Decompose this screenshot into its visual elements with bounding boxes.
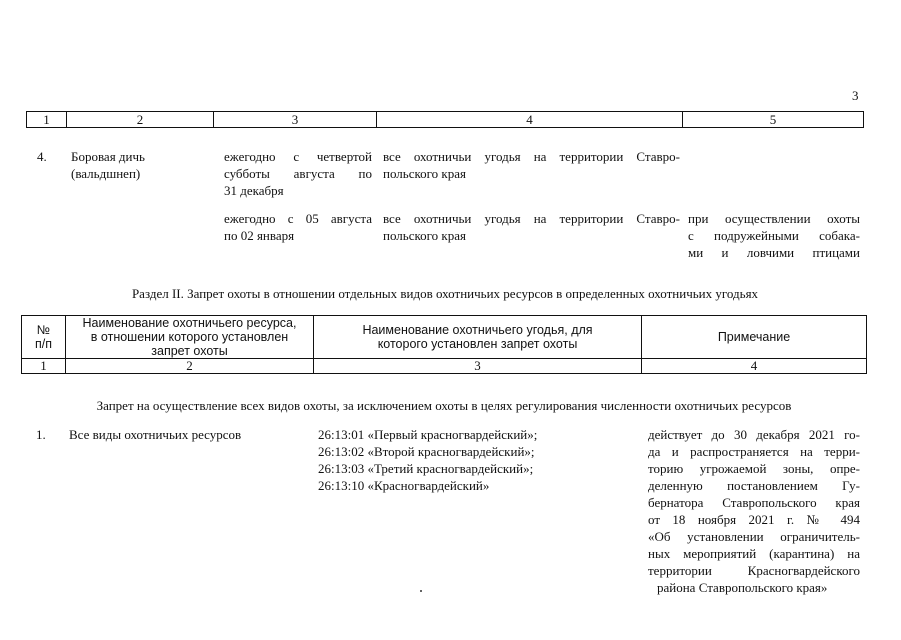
row-4-resource-line: Боровая дичь (71, 149, 145, 164)
table2-number-4: 4 (642, 359, 867, 374)
header-resource-cell (66, 316, 314, 359)
note-line: торию угрожаемой зоны, опре- (648, 461, 860, 476)
area-line: все охотничьи угодья на территории Ставро- (383, 149, 680, 164)
column-number-1: 1 (27, 112, 67, 127)
area-item: 26:13:02 «Второй красногвардейский»; (318, 444, 535, 459)
header-number-line: № (36, 323, 51, 337)
period-line: по 02 января (224, 228, 295, 243)
row-4-area-1 (383, 148, 680, 182)
row-4-resource (71, 148, 145, 182)
row-1-areas (318, 426, 537, 494)
column-number-3: 3 (214, 112, 377, 127)
table2-number-2: 2 (66, 359, 314, 374)
header-resource-line: в отношении которого установлен (90, 330, 289, 344)
period-line: ежегодно с четвертой (224, 149, 372, 164)
table2-number-1: 1 (22, 359, 66, 374)
note-line: от 18 ноября 2021 г. № 494 (648, 512, 860, 527)
ban-title: Запрет на осуществление всех видов охоты, за исключением охоты в целях регулирования численности охотничьих ресурсов (96, 398, 792, 413)
row-4-note-2 (688, 210, 860, 261)
period-line: субботы августа по (224, 166, 372, 181)
column-number-header (26, 111, 864, 128)
area-item: 26:13:01 «Первый красногвардейский»; (318, 427, 538, 442)
column-number-4: 4 (377, 112, 683, 127)
header-resource-line: запрет охоты (151, 344, 228, 358)
table2-number-3: 3 (314, 359, 642, 374)
header-number-line: п/п (34, 337, 52, 351)
note-line: деленную постановлением Гу- (648, 478, 860, 493)
column-number-5: 5 (769, 112, 777, 127)
row-1-number: 1. (36, 427, 46, 442)
area-item: 26:13:03 «Третий красногвардейский»; (318, 461, 534, 476)
note-line: действует до 30 декабря 2021 го- (648, 427, 860, 442)
note-line: района Ставропольского края» (657, 580, 828, 595)
note-line: да и распространяется на терри- (648, 444, 860, 459)
header-area-cell (314, 316, 642, 359)
page-number: 3 (852, 88, 859, 103)
note-line: ных мероприятий (карантина) на (648, 546, 860, 561)
section-2-table-header (21, 315, 867, 374)
note-line: территории Красногвардейского (648, 563, 860, 578)
row-1-note (648, 426, 860, 596)
header-number-cell (22, 316, 66, 359)
row-4-period-1 (224, 148, 372, 199)
note-line: бернатора Ставропольского края (648, 495, 860, 510)
note-line: с подружейными собака- (688, 228, 860, 243)
area-line: польского края (383, 166, 466, 181)
row-4-area-2 (383, 210, 680, 244)
area-item: 26:13:10 «Красногвардейский» (318, 478, 490, 493)
row-1-resource: Все виды охотничьих ресурсов (69, 427, 242, 442)
period-line: ежегодно с 05 августа (224, 211, 372, 226)
header-area-line: которого установлен запрет охоты (377, 337, 578, 351)
header-note-cell: Примечание (642, 316, 867, 359)
scan-speck (420, 590, 422, 592)
period-line: 31 декабря (224, 183, 284, 198)
header-resource-line: Наименование охотничьего ресурса, (82, 316, 297, 330)
header-area-line: Наименование охотничьего угодья, для (362, 323, 593, 337)
section-title: Раздел II. Запрет охоты в отношении отдельных видов охотничьих ресурсов в определенных охотничьих угодьях (131, 286, 759, 301)
note-line: «Об установлении ограничитель- (648, 529, 860, 544)
row-4-resource-line: (вальдшнеп) (71, 166, 141, 181)
row-4-number: 4. (37, 149, 47, 164)
note-line: ми и ловчими птицами (688, 245, 860, 260)
row-4-period-2 (224, 210, 372, 244)
area-line: все охотничьи угодья на территории Ставро- (383, 211, 680, 226)
column-number-2: 2 (67, 112, 214, 127)
note-line: при осуществлении охоты (688, 211, 860, 226)
area-line: польского края (383, 228, 466, 243)
